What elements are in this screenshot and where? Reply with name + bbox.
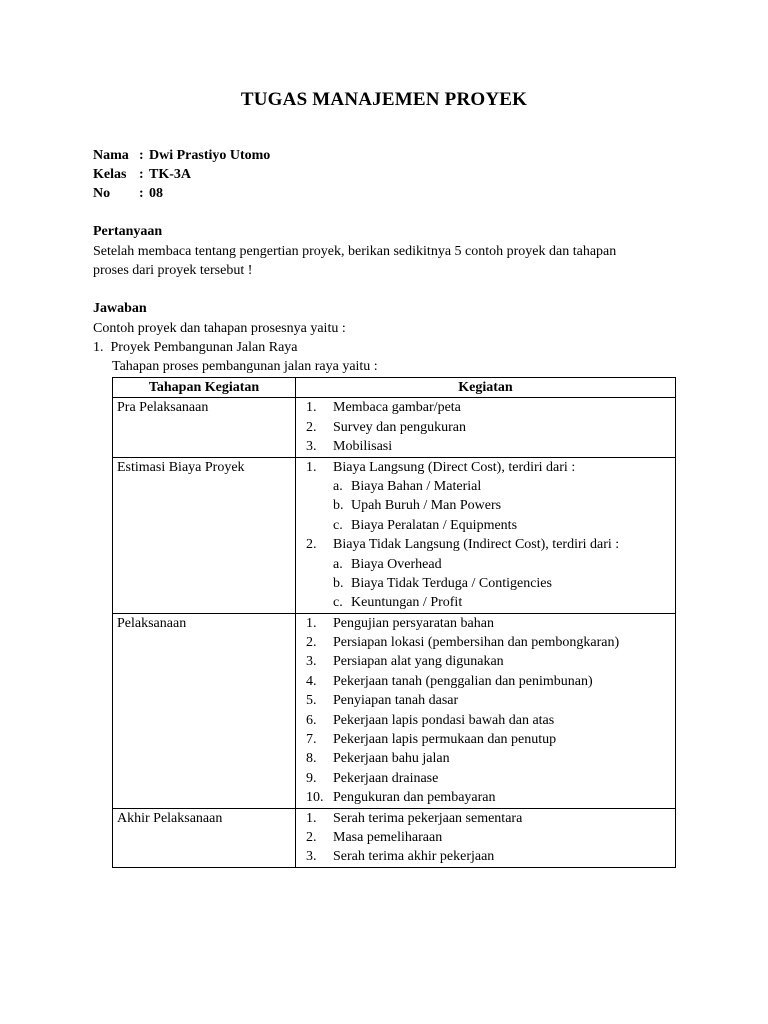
item-text: Pekerjaan tanah (penggalian dan penimbunan)	[333, 673, 593, 689]
table-row	[113, 398, 676, 457]
page-title: TUGAS MANAJEMEN PROYEK	[240, 89, 528, 110]
stage-cell: Estimasi Biaya Proyek	[113, 457, 296, 613]
item-number: 5.	[306, 693, 317, 709]
list-item	[296, 418, 675, 437]
answer-item-1-sub: Tahapan proses pembangunan jalan raya yaitu :	[112, 359, 378, 374]
list-item	[296, 749, 675, 768]
class-row	[93, 165, 191, 185]
item-number: 3.	[306, 849, 317, 865]
item-text: Penyiapan tanah dasar	[333, 693, 459, 709]
item-text: Pekerjaan lapis permukaan dan penutup	[333, 732, 557, 748]
item-number: 1.	[306, 400, 317, 416]
list-item	[296, 535, 675, 554]
item-number: 4.	[306, 673, 317, 689]
sub-item-letter: b.	[333, 575, 344, 591]
list-item	[296, 828, 675, 847]
item-number: 6.	[306, 712, 317, 728]
item-number: 9.	[306, 770, 317, 786]
sub-list-item	[296, 593, 675, 612]
sub-item-text: Biaya Overhead	[351, 556, 442, 572]
item-number: 3.	[306, 439, 317, 455]
item-text: Biaya Tidak Langsung (Indirect Cost), terdiri dari :	[333, 537, 620, 553]
item-text: Pekerjaan bahu jalan	[333, 751, 450, 767]
header-activity: Kegiatan	[296, 378, 676, 398]
sub-item-letter: c.	[333, 517, 343, 533]
item-number: 1.	[306, 459, 317, 475]
table-header-row	[113, 378, 676, 398]
number-value: 08	[149, 186, 163, 201]
activity-cell	[296, 457, 676, 613]
table-row	[113, 457, 676, 613]
list-item	[296, 398, 675, 417]
name-colon: :	[139, 148, 144, 163]
sub-item-text: Biaya Peralatan / Equipments	[351, 517, 518, 533]
item-text: Serah terima akhir pekerjaan	[333, 849, 495, 865]
name-row	[93, 146, 270, 166]
list-item	[296, 614, 675, 633]
sub-item-text: Keuntungan / Profit	[351, 595, 463, 611]
list-item	[296, 769, 675, 788]
item-number: 1.	[306, 810, 317, 826]
sub-item-text: Upah Buruh / Man Powers	[351, 498, 502, 514]
item-number: 2.	[306, 537, 317, 553]
sub-item-text: Biaya Bahan / Material	[351, 478, 482, 494]
table-row	[113, 808, 676, 867]
header-stage: Tahapan Kegiatan	[113, 378, 296, 398]
list-item	[296, 809, 675, 828]
item-text: Pengujian persyaratan bahan	[333, 615, 494, 631]
question-line-2: proses dari proyek tersebut !	[93, 263, 253, 278]
item-number: 7.	[306, 732, 317, 748]
sub-item-text: Biaya Tidak Terduga / Contigencies	[351, 575, 552, 591]
list-item	[296, 847, 675, 866]
list-item	[296, 788, 675, 807]
list-item	[296, 672, 675, 691]
item-number: 2.	[306, 830, 317, 845]
answer-item-1: 1. Proyek Pembangunan Jalan Raya	[93, 340, 298, 355]
item-number: 2.	[306, 419, 317, 435]
stage-cell: Pra Pelaksanaan	[113, 398, 296, 457]
number-colon: :	[139, 186, 144, 201]
name-label: Nama	[93, 148, 129, 163]
stage-cell: Akhir Pelaksanaan	[113, 808, 296, 867]
item-text: Membaca gambar/peta	[333, 400, 461, 416]
stages-table	[112, 377, 676, 868]
list-item	[296, 691, 675, 710]
sub-list-item	[296, 516, 675, 535]
activity-cell	[296, 808, 676, 867]
activity-cell	[296, 398, 676, 457]
answer-intro: Contoh proyek dan tahapan prosesnya yaitu :	[93, 321, 346, 336]
sub-list-item	[296, 574, 675, 593]
item-text: Masa pemeliharaan	[333, 830, 443, 845]
item-text: Pengukuran dan pembayaran	[333, 790, 496, 806]
question-heading: Pertanyaan	[93, 224, 163, 239]
list-item	[296, 652, 675, 671]
list-item	[296, 437, 675, 456]
item-number: 10.	[306, 790, 324, 806]
sub-item-letter: c.	[333, 595, 343, 611]
item-number: 8.	[306, 751, 317, 767]
item-text: Mobilisasi	[333, 439, 393, 455]
list-item	[296, 730, 675, 749]
list-item	[296, 458, 675, 477]
class-colon: :	[139, 167, 144, 182]
activity-cell	[296, 613, 676, 808]
item-text: Pekerjaan drainase	[333, 770, 439, 786]
stage-cell: Pelaksanaan	[113, 613, 296, 808]
sub-list-item	[296, 496, 675, 515]
item-text: Biaya Langsung (Direct Cost), terdiri dari :	[333, 459, 576, 475]
item-text: Persiapan lokasi (pembersihan dan pembongkaran)	[333, 635, 620, 651]
answer-heading: Jawaban	[93, 301, 147, 316]
sub-list-item	[296, 555, 675, 574]
question-line-1: Setelah membaca tentang pengertian proyek, berikan sedikitnya 5 contoh proyek dan tahapan	[93, 244, 617, 259]
sub-item-letter: a.	[333, 556, 343, 572]
class-label: Kelas	[93, 167, 127, 182]
class-value: TK-3A	[149, 167, 191, 182]
sub-list-item	[296, 477, 675, 496]
list-item	[296, 711, 675, 730]
item-number: 1.	[306, 615, 317, 631]
number-label: No	[93, 186, 111, 201]
item-number: 2.	[306, 635, 317, 651]
item-text: Persiapan alat yang digunakan	[333, 654, 504, 670]
item-text: Survey dan pengukuran	[333, 419, 466, 435]
number-row	[93, 184, 163, 204]
item-text: Serah terima pekerjaan sementara	[333, 810, 523, 826]
name-value: Dwi Prastiyo Utomo	[149, 148, 271, 163]
item-text: Pekerjaan lapis pondasi bawah dan atas	[333, 712, 555, 728]
sub-item-letter: a.	[333, 478, 343, 494]
item-number: 3.	[306, 654, 317, 670]
list-item	[296, 633, 675, 652]
sub-item-letter: b.	[333, 498, 344, 514]
table-row	[113, 613, 676, 808]
